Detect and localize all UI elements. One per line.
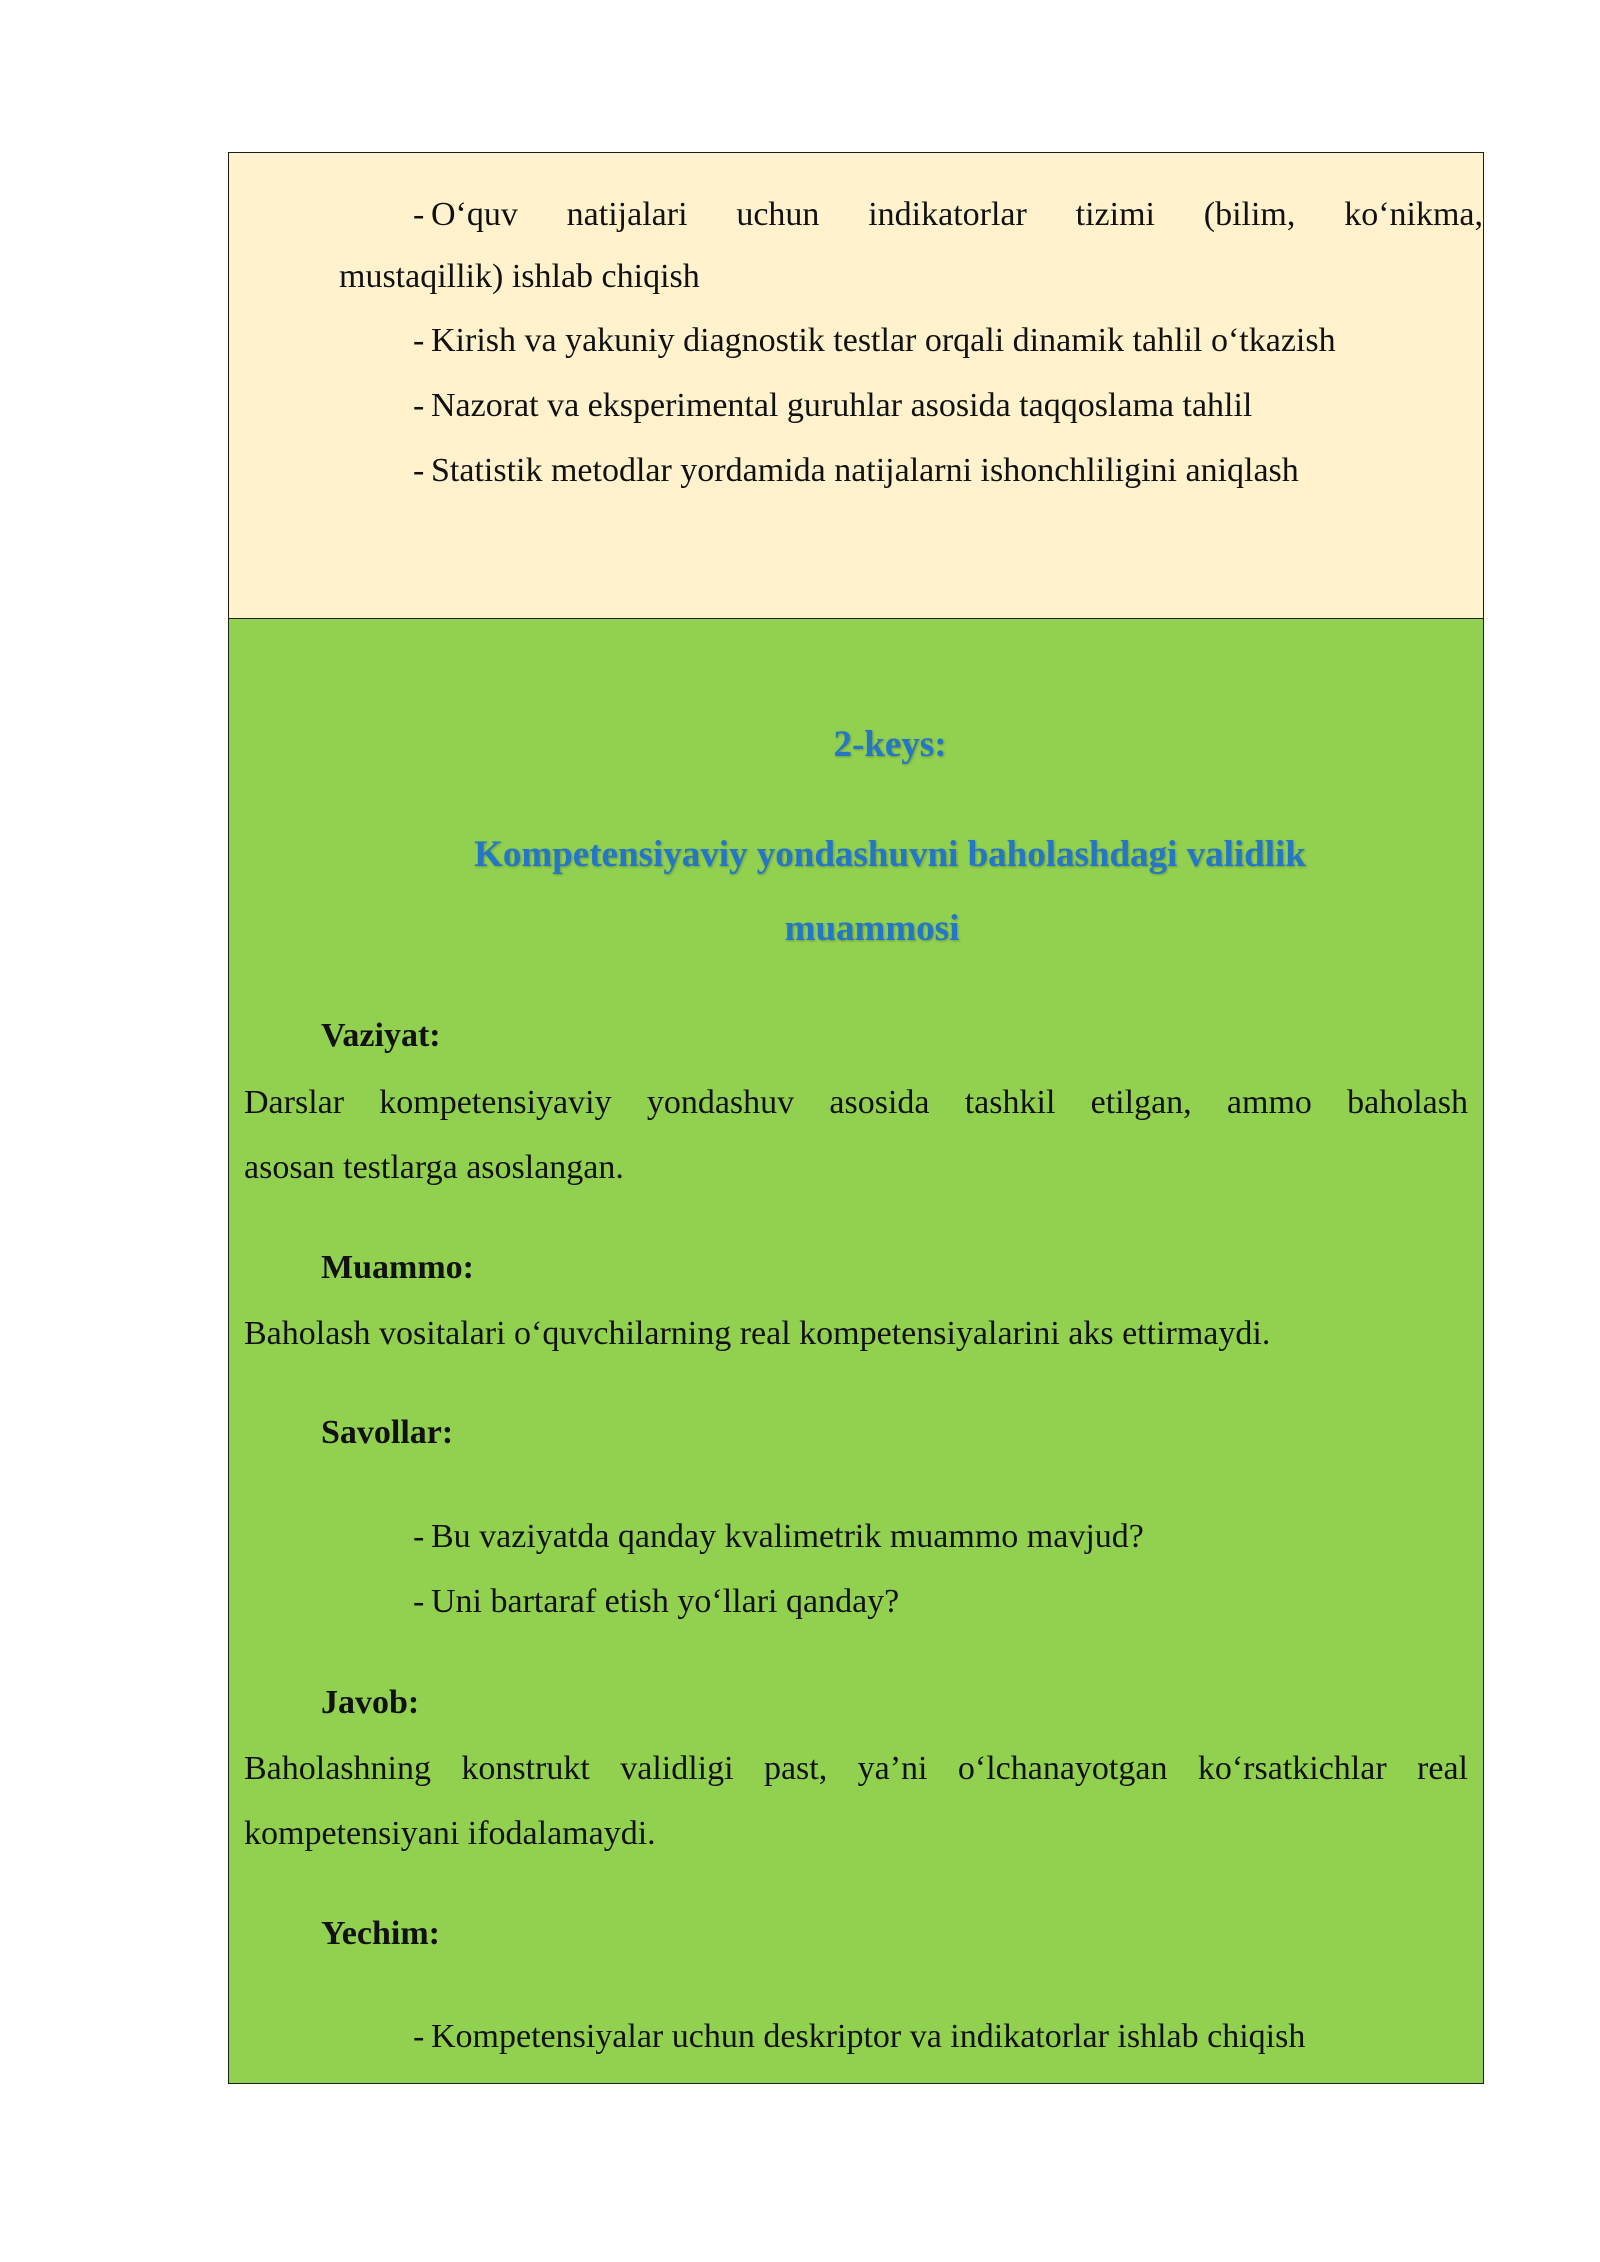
answer-text-line1: Baholashning konstrukt validligi past, ya’ni o‘lchanayotgan ko‘rsatkichlar real <box>244 1750 1468 1787</box>
solution-label: Yechim: <box>321 1915 440 1952</box>
list-item: - O‘quv natijalari uchun indikatorlar tizimi (bilim, ko‘nikma, <box>413 196 1483 233</box>
case-number: 2-keys: <box>833 724 947 765</box>
question-item: - Uni bartaraf etish yo‘llari qanday? <box>413 1583 900 1620</box>
questions-label: Savollar: <box>321 1414 454 1451</box>
question-item: - Bu vaziyatda qanday kvalimetrik muammo mavjud? <box>413 1518 1144 1555</box>
case-title-line2: muammosi <box>784 908 960 949</box>
methods-cell <box>229 153 1483 619</box>
answer-text-line2: kompetensiyani ifodalamaydi. <box>244 1815 656 1852</box>
list-item: - Nazorat va eksperimental guruhlar asosida taqqoslama tahlil <box>413 387 1253 424</box>
case-table <box>228 152 1484 2084</box>
problem-text: Baholash vositalari o‘quvchilarning real kompetensiyalarini aks ettirmaydi. <box>244 1315 1271 1352</box>
case-cell <box>229 619 1483 2083</box>
situation-text-line1: Darslar kompetensiyaviy yondashuv asosida tashkil etilgan, ammo baholash <box>244 1084 1468 1121</box>
situation-label: Vaziyat: <box>321 1017 441 1054</box>
case-title-line1: Kompetensiyaviy yondashuvni baholashdagi validlik <box>474 834 1306 875</box>
list-item: - Kirish va yakuniy diagnostik testlar orqali dinamik tahlil o‘tkazish <box>413 322 1336 359</box>
solution-item: - Kompetensiyalar uchun deskriptor va indikatorlar ishlab chiqish <box>413 2018 1306 2055</box>
problem-label: Muammo: <box>321 1249 474 1286</box>
list-item-continuation: mustaqillik) ishlab chiqish <box>339 258 700 295</box>
answer-label: Javob: <box>321 1684 420 1721</box>
list-item: - Statistik metodlar yordamida natijalarni ishonchliligini aniqlash <box>413 452 1299 489</box>
situation-text-line2: asosan testlarga asoslangan. <box>244 1149 624 1186</box>
